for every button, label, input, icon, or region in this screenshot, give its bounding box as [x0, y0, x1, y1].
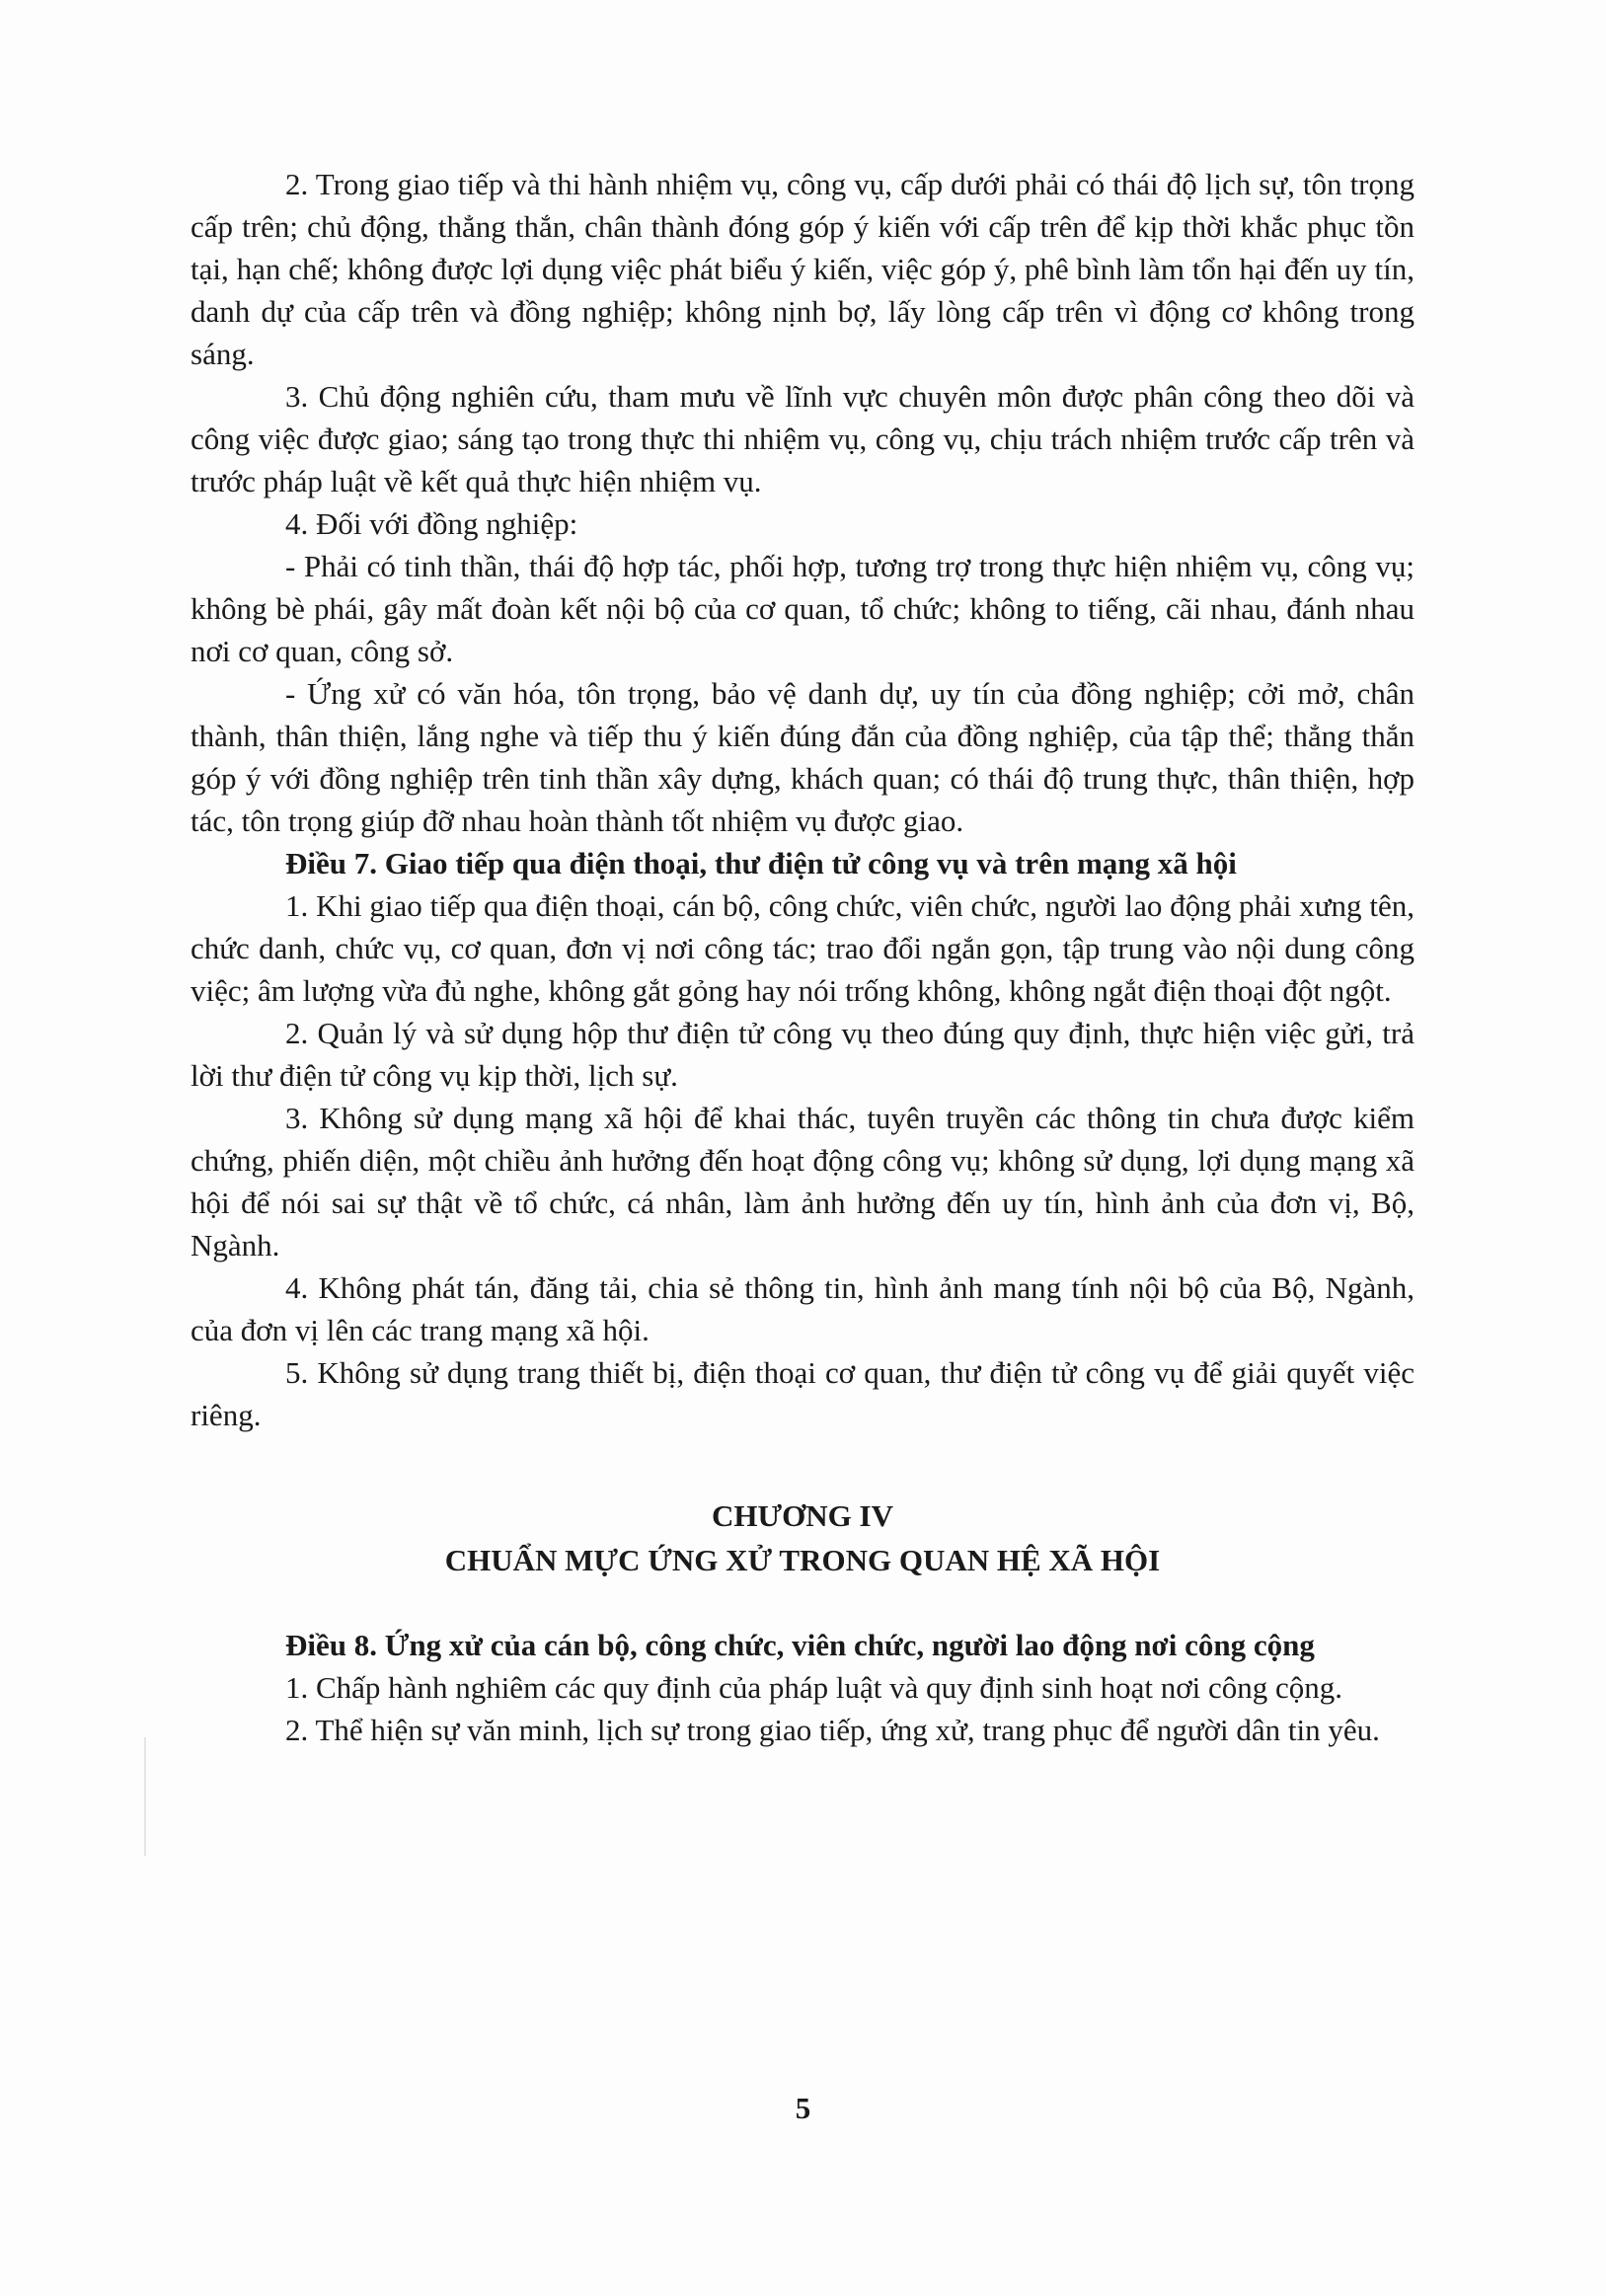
article-7-clause-2: 2. Quản lý và sử dụng hộp thư điện tử công vụ theo đúng quy định, thực hiện việc gửi, trả lời thư điện tử công vụ kịp thời, lịch sự.	[191, 1016, 1415, 1093]
chapter-heading	[191, 1493, 1415, 1582]
article-7-clause-1: 1. Khi giao tiếp qua điện thoại, cán bộ, công chức, viên chức, người lao động phải xưng tên, chức danh, chức vụ, cơ quan, đơn vị nơi công tác; trao đổi ngắn gọn, tập trung vào nội dung công việc; âm lượng vừa đủ nghe, không gắt gỏng hay nói trống không, không ngắt điện thoại đột ngột.	[191, 888, 1415, 1008]
article-7-heading: Điều 7. Giao tiếp qua điện thoại, thư điện tử công vụ và trên mạng xã hội	[285, 846, 1237, 880]
page-number: 5	[795, 2091, 811, 2125]
chapter-number: CHƯƠNG IV	[712, 1498, 893, 1533]
bullet-cooperation: - Phải có tinh thần, thái độ hợp tác, phối hợp, tương trợ trong thực hiện nhiệm vụ, công vụ; không bè phái, gây mất đoàn kết nội bộ của cơ quan, tổ chức; không to tiếng, cãi nhau, đánh nhau nơi cơ quan, công sở.	[191, 549, 1415, 668]
paragraph-3-research-advising: 3. Chủ động nghiên cứu, tham mưu về lĩnh vực chuyên môn được phân công theo dõi và công việc được giao; sáng tạo trong thực thi nhiệm vụ, công vụ, chịu trách nhiệm trước cấp trên và trước pháp luật về kết quả thực hiện nhiệm vụ.	[191, 379, 1415, 498]
article-8-clause-1: 1. Chấp hành nghiêm các quy định của pháp luật và quy định sinh hoạt nơi công cộng.	[285, 1670, 1343, 1705]
paragraph-2-subordinate-conduct: 2. Trong giao tiếp và thi hành nhiệm vụ, công vụ, cấp dưới phải có thái độ lịch sự, tôn trọng cấp trên; chủ động, thẳng thắn, chân thành đóng góp ý kiến với cấp trên để kịp thời khắc phục tồn tại, hạn chế; không được lợi dụng việc phát biểu ý kiến, việc góp ý, phê bình làm tổn hại đến uy tín, danh dự của cấp trên và đồng nghiệp; không nịnh bợ, lấy lòng cấp trên vì động cơ không trong sáng.	[191, 167, 1415, 371]
page-content	[191, 163, 1415, 1751]
article-8-clause-2: 2. Thể hiện sự văn minh, lịch sự trong giao tiếp, ứng xử, trang phục để người dân tin yêu.	[285, 1713, 1380, 1747]
article-7-clause-4: 4. Không phát tán, đăng tải, chia sẻ thông tin, hình ảnh mang tính nội bộ của Bộ, Ngành, của đơn vị lên các trang mạng xã hội.	[191, 1270, 1415, 1347]
chapter-title: CHUẨN MỰC ỨNG XỬ TRONG QUAN HỆ XÃ HỘI	[444, 1543, 1161, 1577]
article-8-heading: Điều 8. Ứng xử của cán bộ, công chức, viên chức, người lao động nơi công cộng	[285, 1628, 1315, 1662]
scan-artifact	[144, 1737, 146, 1856]
article-7-clause-5: 5. Không sử dụng trang thiết bị, điện thoại cơ quan, thư điện tử công vụ để giải quyết việc riêng.	[191, 1355, 1415, 1432]
paragraph-4-colleagues: 4. Đối với đồng nghiệp:	[285, 506, 578, 541]
article-7-clause-3: 3. Không sử dụng mạng xã hội để khai thác, tuyên truyền các thông tin chưa được kiểm chứng, phiến diện, một chiều ảnh hưởng đến hoạt động công vụ; không sử dụng, lợi dụng mạng xã hội để nói sai sự thật về tổ chức, cá nhân, làm ảnh hưởng đến uy tín, hình ảnh của đơn vị, Bộ, Ngành.	[191, 1101, 1415, 1263]
bullet-cultured-behavior: - Ứng xử có văn hóa, tôn trọng, bảo vệ danh dự, uy tín của đồng nghiệp; cởi mở, chân thành, thân thiện, lắng nghe và tiếp thu ý kiến đúng đắn của đồng nghiệp, của tập thể; thẳng thắn góp ý với đồng nghiệp trên tinh thần xây dựng, khách quan; có thái độ trung thực, thân thiện, hợp tác, tôn trọng giúp đỡ nhau hoàn thành tốt nhiệm vụ được giao.	[191, 676, 1415, 838]
